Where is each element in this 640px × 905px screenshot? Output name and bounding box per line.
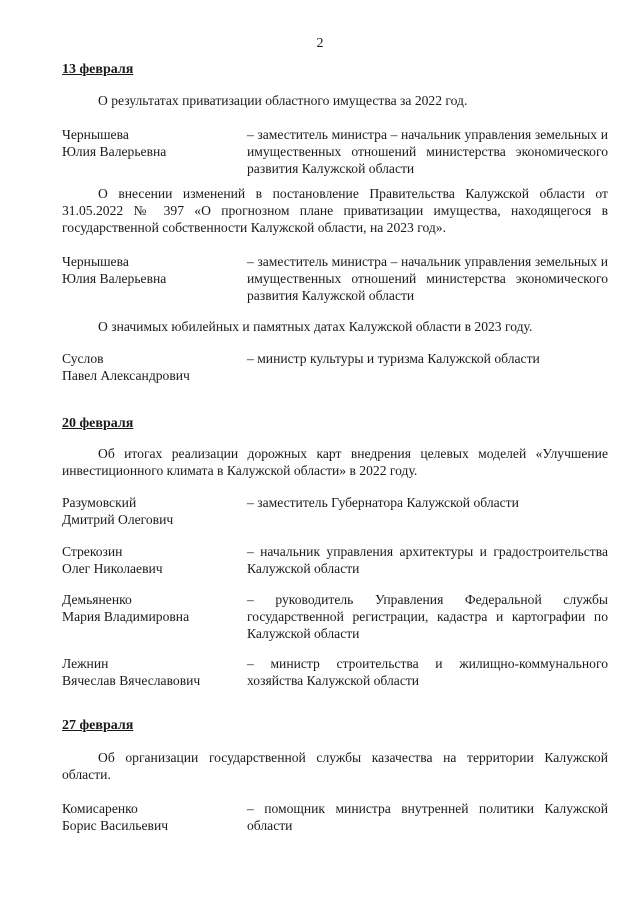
- agenda-topic: Об итогах реализации дорожных карт внедрения целевых моделей «Улучшение инвестиционного климата в Калужской области» в 2022 году.: [62, 446, 608, 478]
- speaker-role: – заместитель министра – начальник управления земельных и имущественных отношений министерства экономического развития Калужской области: [247, 254, 608, 303]
- section-date-feb-13: 13 февраля: [62, 62, 134, 77]
- speaker-role: – заместитель Губернатора Калужской области: [247, 495, 519, 510]
- section-date-feb-27: 27 февраля: [62, 718, 134, 733]
- speaker-name: Демьяненко Мария Владимировна: [62, 592, 190, 624]
- speaker-name: Разумовский Дмитрий Олегович: [62, 495, 174, 527]
- speaker-role: – руководитель Управления Федеральной службы государственной регистрации, кадастра и картографии по Калужской области: [247, 592, 608, 641]
- speaker-name: Суслов Павел Александрович: [62, 351, 190, 383]
- speaker-name: Чернышева Юлия Валерьевна: [62, 127, 167, 159]
- speaker-role: – помощник министра внутренней политики Калужской области: [247, 801, 608, 833]
- speaker-name: Чернышева Юлия Валерьевна: [62, 254, 167, 286]
- speaker-name: Стрекозин Олег Николаевич: [62, 544, 163, 576]
- speaker-role: – начальник управления архитектуры и градостроительства Калужской области: [247, 544, 608, 576]
- speaker-role: – министр культуры и туризма Калужской области: [247, 351, 540, 366]
- agenda-topic: Об организации государственной службы казачества на территории Калужской области.: [62, 750, 608, 782]
- speaker-name: Лежнин Вячеслав Вячеславович: [62, 656, 201, 688]
- speaker-role: – заместитель министра – начальник управления земельных и имущественных отношений министерства экономического развития Калужской области: [247, 127, 608, 176]
- speaker-role: – министр строительства и жилищно-коммунального хозяйства Калужской области: [247, 656, 608, 688]
- section-date-feb-20: 20 февраля: [62, 416, 134, 431]
- page-number: 2: [316, 36, 324, 51]
- agenda-topic: О значимых юбилейных и памятных датах Калужской области в 2023 году.: [98, 319, 533, 334]
- agenda-topic: О результатах приватизации областного имущества за 2022 год.: [98, 93, 468, 108]
- speaker-name: Комисаренко Борис Васильевич: [62, 801, 169, 833]
- agenda-topic: О внесении изменений в постановление Правительства Калужской области от 31.05.2022 № 397 «О прогнозном плане приватизации имущества, находящегося в государственной собственности Калужской области, на 2023 год».: [62, 186, 608, 235]
